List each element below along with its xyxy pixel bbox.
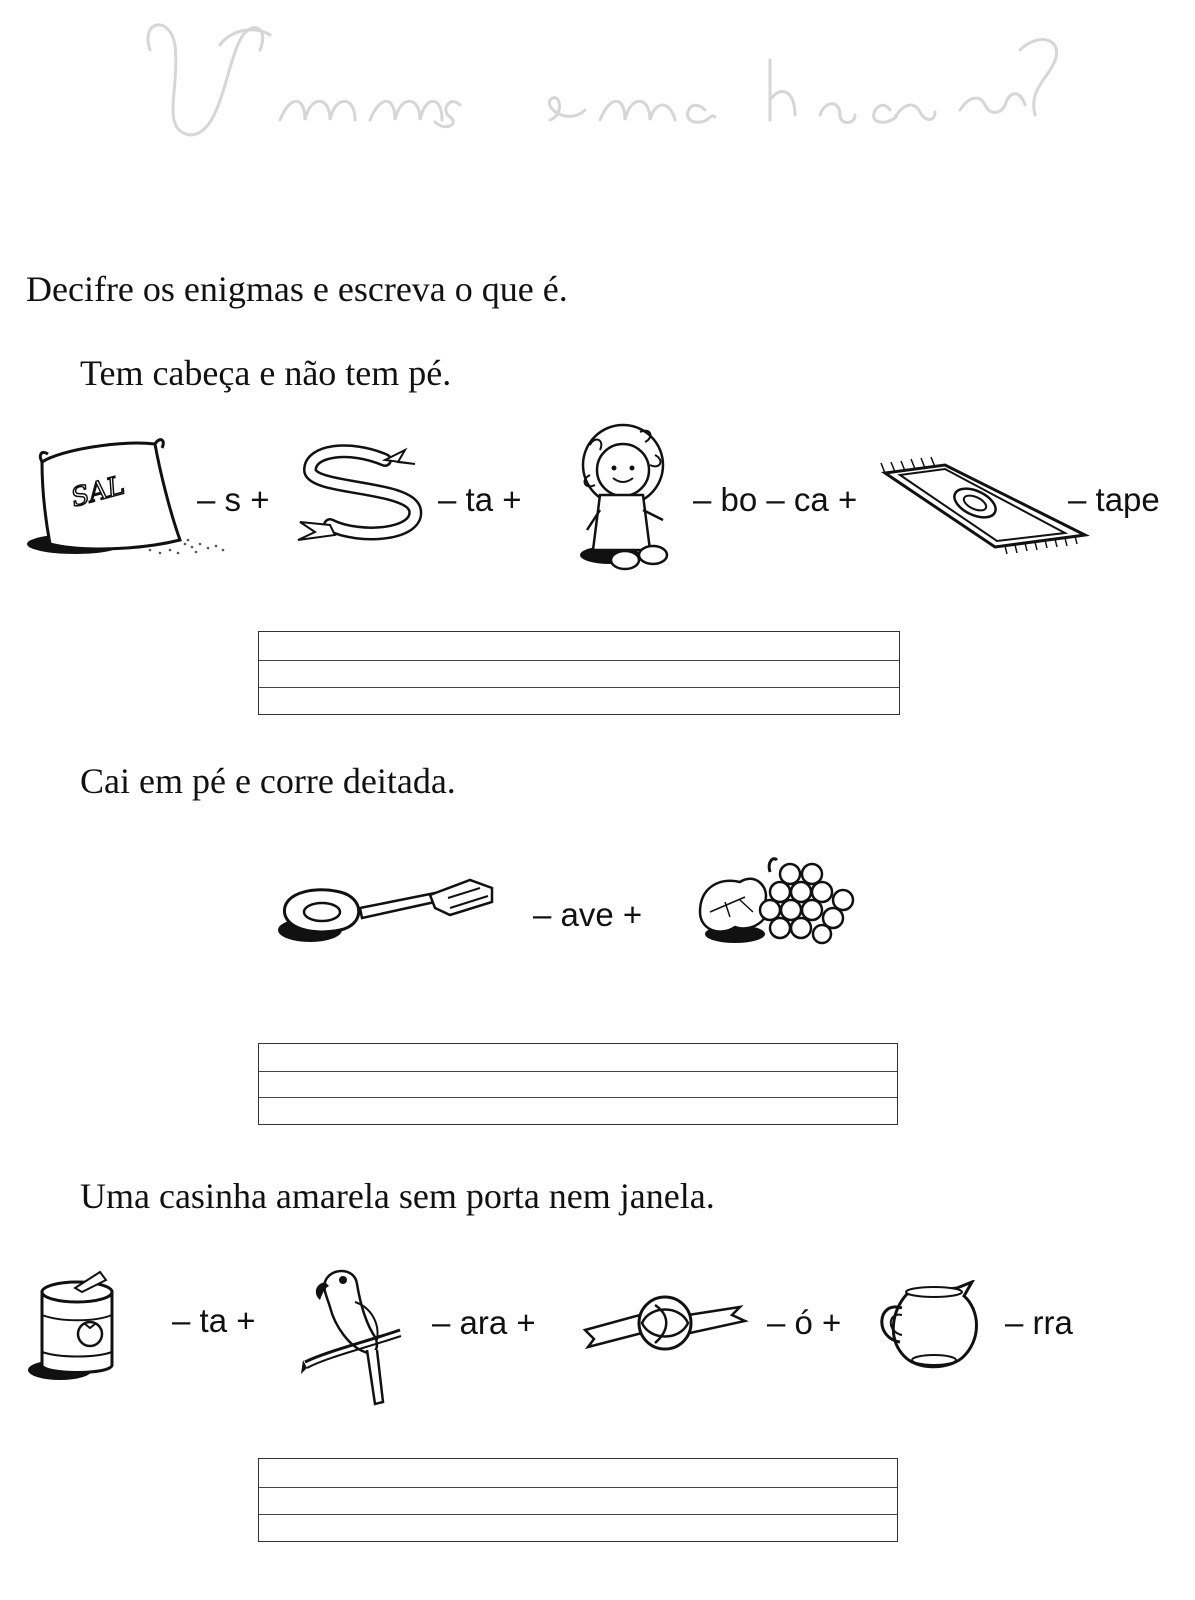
ribbon-s-icon [290, 440, 440, 550]
riddle-2-op-1: – ave + [533, 896, 643, 933]
riddle-1-op-1: – s + [197, 481, 270, 518]
riddle-2-text: Cai em pé e corre deitada. [80, 761, 456, 801]
tomato-can-icon [20, 1270, 130, 1385]
riddle-3-text: Uma casinha amarela sem porta nem janela. [80, 1176, 715, 1216]
riddle-1-op-3: – bo – ca + [693, 481, 858, 518]
riddle-1-op-2: – ta + [438, 481, 522, 518]
riddle-2-answer-box[interactable] [258, 1043, 898, 1125]
riddle-1-answer-box[interactable] [258, 631, 900, 715]
riddle-3-op-1: – ta + [172, 1302, 256, 1339]
riddle-1-op-4: – tape [1068, 481, 1160, 518]
knot-icon [580, 1285, 750, 1360]
rug-icon [875, 455, 1095, 555]
riddle-1-text: Tem cabeça e não tem pé. [80, 353, 452, 393]
riddle-3-op-3: – ó + [767, 1304, 842, 1341]
instruction-text: Decifre os enigmas e escreva o que é. [26, 269, 568, 309]
riddle-3-op-4: – rra [1005, 1304, 1073, 1341]
salt-bag-label: SAL [68, 470, 128, 514]
riddle-3-answer-box[interactable] [258, 1458, 898, 1542]
grapes-icon [695, 852, 875, 952]
key-icon [270, 870, 500, 950]
doll-icon [565, 420, 685, 585]
riddle-3-op-2: – ara + [432, 1304, 536, 1341]
parrot-icon [295, 1262, 410, 1407]
jug-icon [872, 1280, 992, 1370]
faded-handwritten-title [130, 10, 1080, 160]
